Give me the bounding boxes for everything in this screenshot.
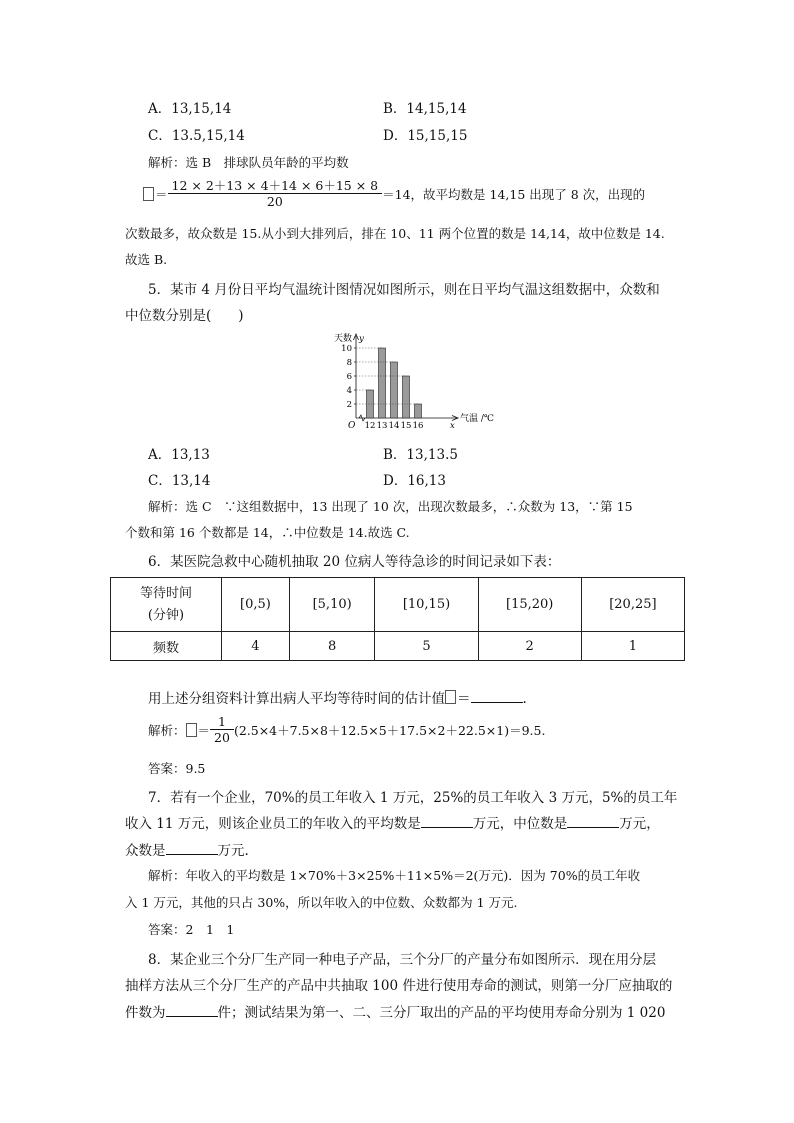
q6-analysis-prefix: 解析： [148,722,186,738]
x-tick-label: 15 [400,421,412,430]
table-cell-frequency: 5 [375,632,478,661]
q8-stem-line2: 抽样方法从三个分厂生产的产品中共抽取 100 件进行使用寿命的测试，则第一分厂应抽取的 [125,978,673,994]
table-row-frequency [111,632,685,661]
answer-blank [471,688,523,703]
q5-stem-line2: 中位数分别是( ) [125,308,244,324]
answer-blank [421,813,473,828]
q6-question-text: 用上述分组资料计算出病人平均等待时间的估计值 [148,691,445,707]
q6-fraction-denominator: 20 [214,730,230,745]
q6-stem: 6．某医院急救中心随机抽取 20 位病人等待急诊的时间记录如下表： [148,554,561,570]
x-tick-label: 14 [388,421,400,430]
q8-stem-text: 件数为 [125,1005,166,1021]
q8-stem-text: 件；测试结果为第一、二、三分厂取出的产品的平均使用寿命分别为 1 020 [217,1005,666,1021]
xbar-glyph-icon [445,690,456,704]
y-axis-letter: y [359,334,364,344]
answer-blank [567,813,619,828]
waiting-time-table [110,577,685,661]
q6-analysis-eq: ＝ [197,722,211,738]
q7-stem-line1: 7．若有一个企业，70%的员工年收入 1 万元，25%的员工年收入 3 万元，5%的员工年 [148,790,678,806]
q4-option-c: C．13.5,15,14 [148,128,245,144]
table-cell-frequency: 2 [478,632,581,661]
xbar-glyph-icon [143,187,154,201]
bar [403,376,410,418]
table-row-intervals [111,578,685,632]
bar [415,404,422,418]
x-axis-title: 气温 /℃ [460,414,494,424]
table-cell-interval: [0,5) [222,578,290,632]
y-tick-label: 2 [346,400,352,410]
q5-option-b: B．13,13.5 [383,447,458,463]
q8-stem-line1: 8．某企业三个分厂生产同一种电子产品，三个分厂的产量分布如图所示．现在用分层 [148,952,657,968]
q5-option-c: C．13,14 [148,473,211,489]
q6-fraction-numerator: 1 [210,714,234,730]
table-cell-interval: [15,20) [478,578,581,632]
q5-analysis-line1: 解析：选 C ∵这组数据中，13 出现了 10 次，出现次数最多，∴众数为 13，∵第 15 [148,499,633,514]
q5-option-a: A．13,13 [148,447,210,463]
table-header-frequency: 频数 [111,632,222,661]
y-tick-label: 10 [341,344,352,354]
q5-stem-line1: 5．某市 4 月份日平均气温统计图情况如图所示，则在日平均气温这组数据中，众数和 [148,282,660,298]
q4-option-b: B．14,15,14 [383,101,467,117]
x-axis-letter: x [450,421,455,430]
x-tick-label: 13 [376,421,388,430]
table-cell-interval: [10,15) [375,578,478,632]
q4-formula-tail: ＝14，故平均数是 14,15 出现了 8 次，出现的 [382,186,646,202]
q7-stem-line3 [125,839,249,859]
table-header-line2: (分钟) [147,607,185,623]
q7-analysis-line1: 解析：年收入的平均数是 1×70%＋3×25%＋11×5%＝2(万元)．因为 70%的员工年收 [148,868,641,883]
table-cell-interval: [5,10) [289,578,375,632]
x-tick-label: 12 [364,421,376,430]
q4-fraction-denominator: 20 [266,194,283,209]
table-header-line1: 等待时间 [139,585,192,601]
q4-analysis-line4: 故选 B. [125,252,168,267]
answer-blank [166,1002,218,1017]
q5-option-d: D．16,13 [383,473,446,489]
y-tick-label: 8 [346,358,352,368]
y-tick-label: 4 [346,386,352,396]
q7-stem-text: 收入 11 万元，则该企业员工的年收入的平均数是 [125,816,421,832]
xbar-glyph-icon [186,723,197,737]
bar [391,362,398,418]
q4-formula: ＝ $\frac{12 \times 2+13 \times 4+14 \times 6+15 \times 8}{20}$ ＝14，故平均数是 14,15 出现了 8 次，出现的 [143,178,645,209]
table-cell-frequency: 8 [289,632,375,661]
q7-stem-line2 [125,812,660,832]
q6-analysis [148,714,545,745]
q6-fraction [210,714,234,745]
table-cell-interval: [20,25] [581,578,684,632]
q4-fraction-numerator: 12 × 2＋13 × 4＋14 × 6＋15 × 8 [168,178,383,194]
y-tick-label: 6 [346,372,352,382]
x-tick-label: 16 [412,421,424,430]
q4-fraction [168,178,383,209]
q4-option-a: A．13,15,14 [148,101,232,117]
q6-question [148,687,527,707]
q5-analysis-line2: 个数和第 16 个数都是 14，∴中位数是 14.故选 C. [125,525,410,540]
q7-stem-text: 万元，中位数是 [472,816,568,832]
q7-stem-text: 万元. [217,843,249,859]
table-cell-frequency: 1 [581,632,684,661]
q6-analysis-expression: (2.5×4＋7.5×8＋12.5×5＋17.5×2＋22.5×1)＝9.5. [233,722,546,738]
answer-blank [166,840,218,855]
origin-label: O [348,421,356,430]
y-axis-title: 天数 [333,334,352,344]
q4-analysis-line1: 解析：选 B 排球队员年龄的平均数 [148,155,349,170]
q8-stem-line3 [125,1001,665,1021]
q4-option-d: D．15,15,15 [383,128,468,144]
temperature-bar-chart [320,330,510,430]
q7-stem-text: 众数是 [125,843,166,859]
q6-question-eq: ＝ [457,691,471,707]
q6-question-end: . [522,691,527,707]
q4-analysis-line3: 次数最多，故众数是 15.从小到大排列后，排在 10、11 两个位置的数是 14,14，故中位数是 14. [125,226,665,241]
table-header-waiting-time [111,578,222,632]
table-cell-frequency: 4 [222,632,290,661]
q7-analysis-line2: 入 1 万元，其他的只占 30%，所以年收入的中位数、众数都为 1 万元. [125,895,518,910]
q7-stem-text: 万元， [619,816,660,832]
q7-answer: 答案：2 1 1 [148,922,235,937]
q6-answer: 答案：9.5 [148,761,206,776]
bar [379,348,386,418]
